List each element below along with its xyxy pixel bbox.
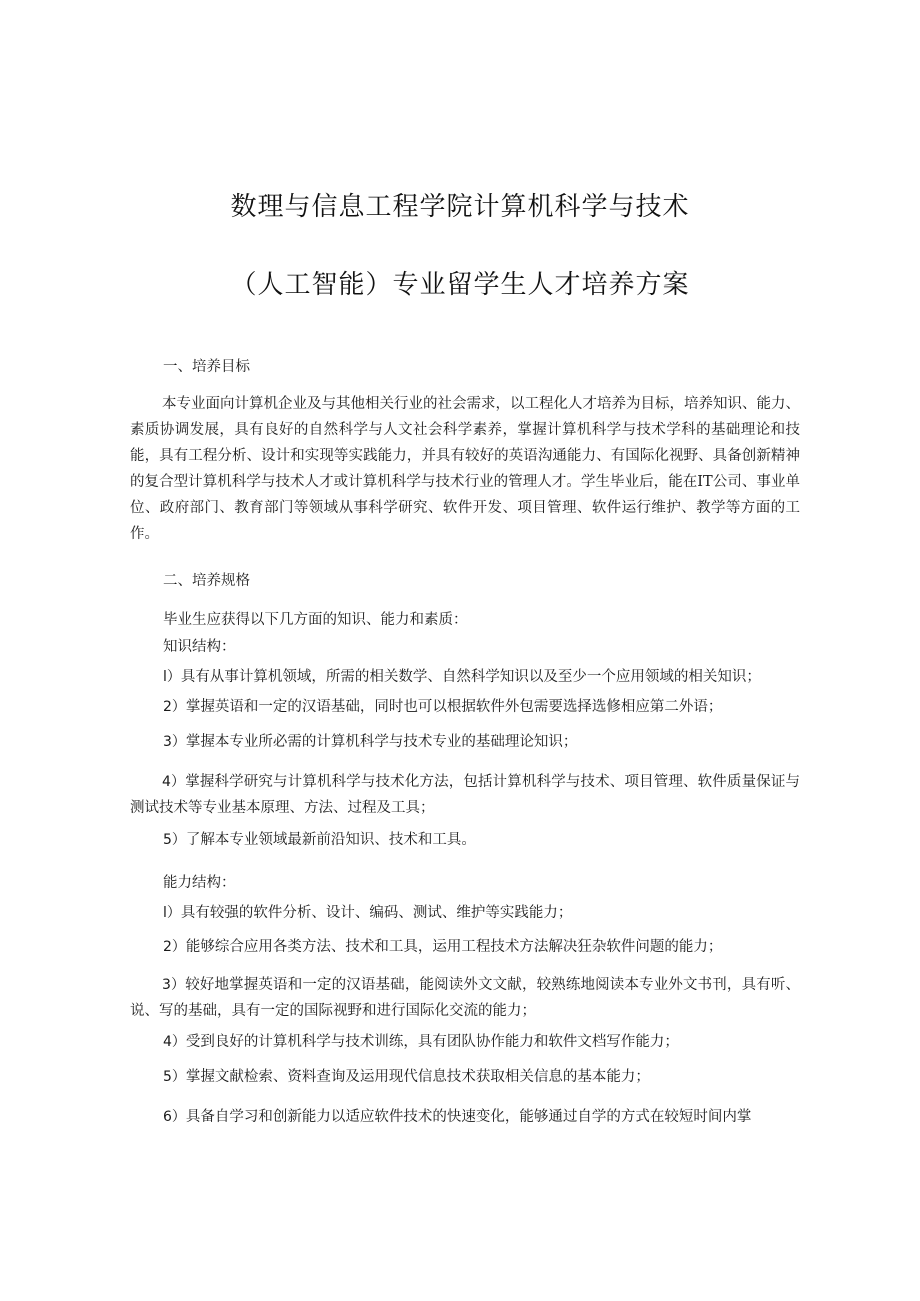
knowledge-item xyxy=(163,729,577,755)
ability-item xyxy=(163,1104,751,1130)
list-number: 4） xyxy=(162,774,186,790)
list-number: 6） xyxy=(163,1109,186,1125)
objectives-paragraph: 本专业面向计算机企业及与其他相关行业的社会需求，以工程化人才培养为目标，培养知识、能力、素质协调发展，具有良好的自然科学与人文社会科学素养，掌握计算机科学与技术学科的基础理论和技能，具有工程分析、设计和实现等实践能力，并具有较好的英语沟通能力、有国际化视野、具备创新精神的复合型计算机科学与技术人才或计算机科学与技术行业的管理人才。学生毕业后，能在IT公司、事业单位、政府部门、教育部门等领域从事科学研究、软件开发、项目管理、软件运行维护、教学等方面的工作。 xyxy=(130,396,800,542)
list-number: 2） xyxy=(163,699,186,715)
knowledge-item xyxy=(163,694,722,720)
list-number: l） xyxy=(163,905,181,921)
list-number: 4） xyxy=(163,1034,186,1050)
list-number: 2） xyxy=(163,939,186,955)
list-text: 掌握文献检索、资料查询及运用现代信息技术获取相关信息的基本能力； xyxy=(185,1069,650,1085)
document-title-line-2: （人工智能）专业留学生人才培养方案 xyxy=(230,270,690,300)
knowledge-item xyxy=(163,827,476,853)
list-number: 5） xyxy=(163,832,186,848)
list-text: 掌握本专业所必需的计算机科学与技术专业的基础理论知识； xyxy=(185,734,578,750)
list-text: 掌握科学研究与计算机科学与技术化方法，包括计算机科学与技术、项目管理、软件质量保证与测试技术等专业基本原理、方法、过程及工具； xyxy=(130,774,800,816)
specifications-intro: 毕业生应获得以下几方面的知识、能力和素质： xyxy=(163,612,468,628)
knowledge-structure-heading: 知识结构： xyxy=(163,639,236,655)
list-text: 具有从事计算机领域，所需的相关数学、自然科学知识以及至少一个应用领域的相关知识； xyxy=(180,669,761,685)
list-text: 受到良好的计算机科学与技术训练，具有团队协作能力和软件文档写作能力； xyxy=(185,1034,679,1050)
list-text: 掌握英语和一定的汉语基础，同时也可以根据软件外包需要选择选修相应第二外语； xyxy=(185,699,723,715)
list-number: 5） xyxy=(163,1069,186,1085)
list-text: 较好地掌握英语和一定的汉语基础，能阅读外文文献，较熟练地阅读本专业外文书刊，具有听、说、写的基础，具有一定的国际视野和进行国际化交流的能力； xyxy=(130,977,800,1019)
list-text: 了解本专业领域最新前沿知识、技术和工具。 xyxy=(185,832,476,848)
list-text: 具备自学习和创新能力以适应软件技术的快速变化，能够通过自学的方式在较短时间内掌 xyxy=(185,1109,752,1125)
knowledge-item xyxy=(130,769,800,821)
ability-item xyxy=(130,972,800,1024)
list-text: 能够综合应用各类方法、技术和工具，运用工程技术方法解决狂杂软件问题的能力； xyxy=(185,939,723,955)
section-heading-specifications: 二、培养规格 xyxy=(163,573,250,589)
ability-structure-heading: 能力结构： xyxy=(163,875,236,891)
ability-item xyxy=(163,900,572,926)
knowledge-item xyxy=(163,664,761,690)
list-number: 3） xyxy=(163,734,186,750)
ability-item xyxy=(163,1064,650,1090)
section-heading-objectives: 一、培养目标 xyxy=(163,359,250,375)
document-title-line-1: 数理与信息工程学院计算机科学与技术 xyxy=(230,192,690,222)
ability-item xyxy=(163,934,722,960)
ability-item xyxy=(163,1029,679,1055)
list-number: 3） xyxy=(162,977,186,993)
list-number: l） xyxy=(163,669,181,685)
list-text: 具有较强的软件分析、设计、编码、测试、维护等实践能力； xyxy=(180,905,573,921)
